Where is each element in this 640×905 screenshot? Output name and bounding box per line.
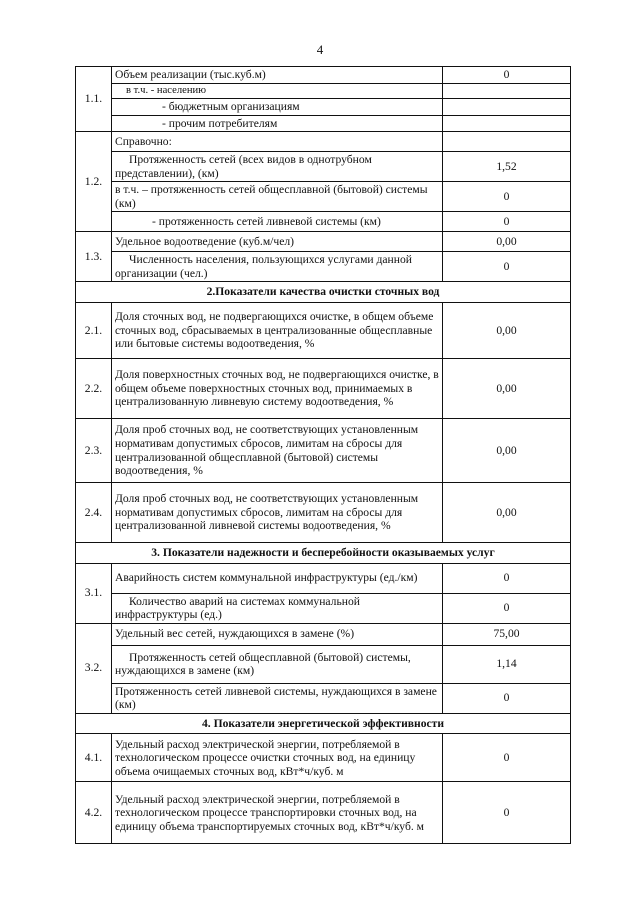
indicator-value: 0 (443, 212, 571, 232)
indicator-value (443, 83, 571, 98)
table-row (76, 67, 571, 84)
indicator-label: Удельное водоотведение (куб.м/чел) (112, 232, 443, 252)
indicator-label: Удельный вес сетей, нуждающихся в замене (%) (112, 623, 443, 645)
indicator-value: 0 (443, 683, 571, 713)
indicator-value: 0 (443, 782, 571, 844)
indicator-label: в т.ч. - населению (112, 83, 443, 98)
table-row (76, 734, 571, 782)
indicator-value: 1,52 (443, 152, 571, 182)
table-row (76, 623, 571, 645)
indicator-label: Аварийность систем коммунальной инфраструктуры (ед./км) (112, 563, 443, 593)
indicator-label: - прочим потребителям (112, 115, 443, 132)
table-row (76, 132, 571, 152)
table-row (76, 593, 571, 623)
indicator-value (443, 98, 571, 115)
section-title: 2.Показатели качества очистки сточных вод (76, 282, 571, 303)
table-row (76, 115, 571, 132)
indicator-value: 0 (443, 67, 571, 84)
indicator-label: Справочно: (112, 132, 443, 152)
table-row (76, 782, 571, 844)
indicator-label: Численность населения, пользующихся услугами данной организации (чел.) (112, 252, 443, 282)
row-number: 1.3. (76, 232, 112, 282)
row-number: 4.1. (76, 734, 112, 782)
row-number: 2.4. (76, 483, 112, 543)
row-number: 2.3. (76, 419, 112, 483)
indicator-value: 0 (443, 182, 571, 212)
table-row (76, 419, 571, 483)
table-row (76, 152, 571, 182)
section-header (76, 713, 571, 734)
table-row (76, 303, 571, 359)
indicator-label: Объем реализации (тыс.куб.м) (112, 67, 443, 84)
row-number: 1.2. (76, 132, 112, 232)
table-row (76, 212, 571, 232)
indicator-value: 0 (443, 593, 571, 623)
indicator-value: 0,00 (443, 359, 571, 419)
section-title: 4. Показатели энергетической эффективности (76, 713, 571, 734)
indicator-label: Удельный расход электрической энергии, потребляемой в технологическом процессе очистки сточных вод, на единицу объема очищаемых сточных вод, кВт*ч/куб. м (112, 734, 443, 782)
section-header (76, 543, 571, 564)
indicator-label: Доля проб сточных вод, не соответствующих установленным нормативам допустимых сбросов, лимитам на сбросы для централизованной общесплавной (бытовой) системы водоотведения, % (112, 419, 443, 483)
indicator-label: Удельный расход электрической энергии, потребляемой в технологическом процессе транспортировки сточных вод, на единицу объема транспортируемых сточных вод, кВт*ч/куб. м (112, 782, 443, 844)
indicator-value (443, 115, 571, 132)
indicator-label: - протяженность сетей ливневой системы (км) (112, 212, 443, 232)
indicator-label: Доля поверхностных сточных вод, не подвергающихся очистке, в общем объеме поверхностных сточных вод, принимаемых в централизованную ливневую систему водоотведения, % (112, 359, 443, 419)
indicator-value: 0,00 (443, 483, 571, 543)
indicator-label: Протяженность сетей (всех видов в однотрубном представлении), (км) (112, 152, 443, 182)
indicator-value: 1,14 (443, 645, 571, 683)
indicator-label: - бюджетным организациям (112, 98, 443, 115)
section-title: 3. Показатели надежности и бесперебойности оказываемых услуг (76, 543, 571, 564)
table-row (76, 683, 571, 713)
indicator-value: 0 (443, 734, 571, 782)
row-number: 1.1. (76, 67, 112, 132)
page-number: 4 (316, 42, 324, 57)
indicator-label: Доля сточных вод, не подвергающихся очистке, в общем объеме сточных вод, сбрасываемых в централизованные общесплавные или бытовые системы водоотведения, % (112, 303, 443, 359)
row-number: 2.1. (76, 303, 112, 359)
indicator-value (443, 132, 571, 152)
indicator-value: 0,00 (443, 419, 571, 483)
row-number: 3.1. (76, 563, 112, 623)
table-row (76, 232, 571, 252)
table-row (76, 645, 571, 683)
table-row (76, 83, 571, 98)
table-row (76, 98, 571, 115)
indicator-label: в т.ч. – протяженность сетей общесплавной (бытовой) системы (км) (112, 182, 443, 212)
indicator-value: 0,00 (443, 232, 571, 252)
table-row (76, 483, 571, 543)
table-row (76, 563, 571, 593)
indicator-label: Количество аварий на системах коммунальной инфраструктуры (ед.) (112, 593, 443, 623)
table-row (76, 252, 571, 282)
indicator-value: 0 (443, 563, 571, 593)
indicator-value: 75,00 (443, 623, 571, 645)
indicator-label: Протяженность сетей общесплавной (бытовой) системы, нуждающихся в замене (км) (112, 645, 443, 683)
section-header (76, 282, 571, 303)
row-number: 3.2. (76, 623, 112, 713)
table-row (76, 182, 571, 212)
indicators-table (75, 66, 571, 844)
indicator-value: 0,00 (443, 303, 571, 359)
row-number: 2.2. (76, 359, 112, 419)
indicator-value: 0 (443, 252, 571, 282)
row-number: 4.2. (76, 782, 112, 844)
indicator-label: Протяженность сетей ливневой системы, нуждающихся в замене (км) (112, 683, 443, 713)
table-row (76, 359, 571, 419)
indicator-label: Доля проб сточных вод, не соответствующих установленным нормативам допустимых сбросов, лимитам на сбросы для централизованной ливневой системы водоотведения, % (112, 483, 443, 543)
